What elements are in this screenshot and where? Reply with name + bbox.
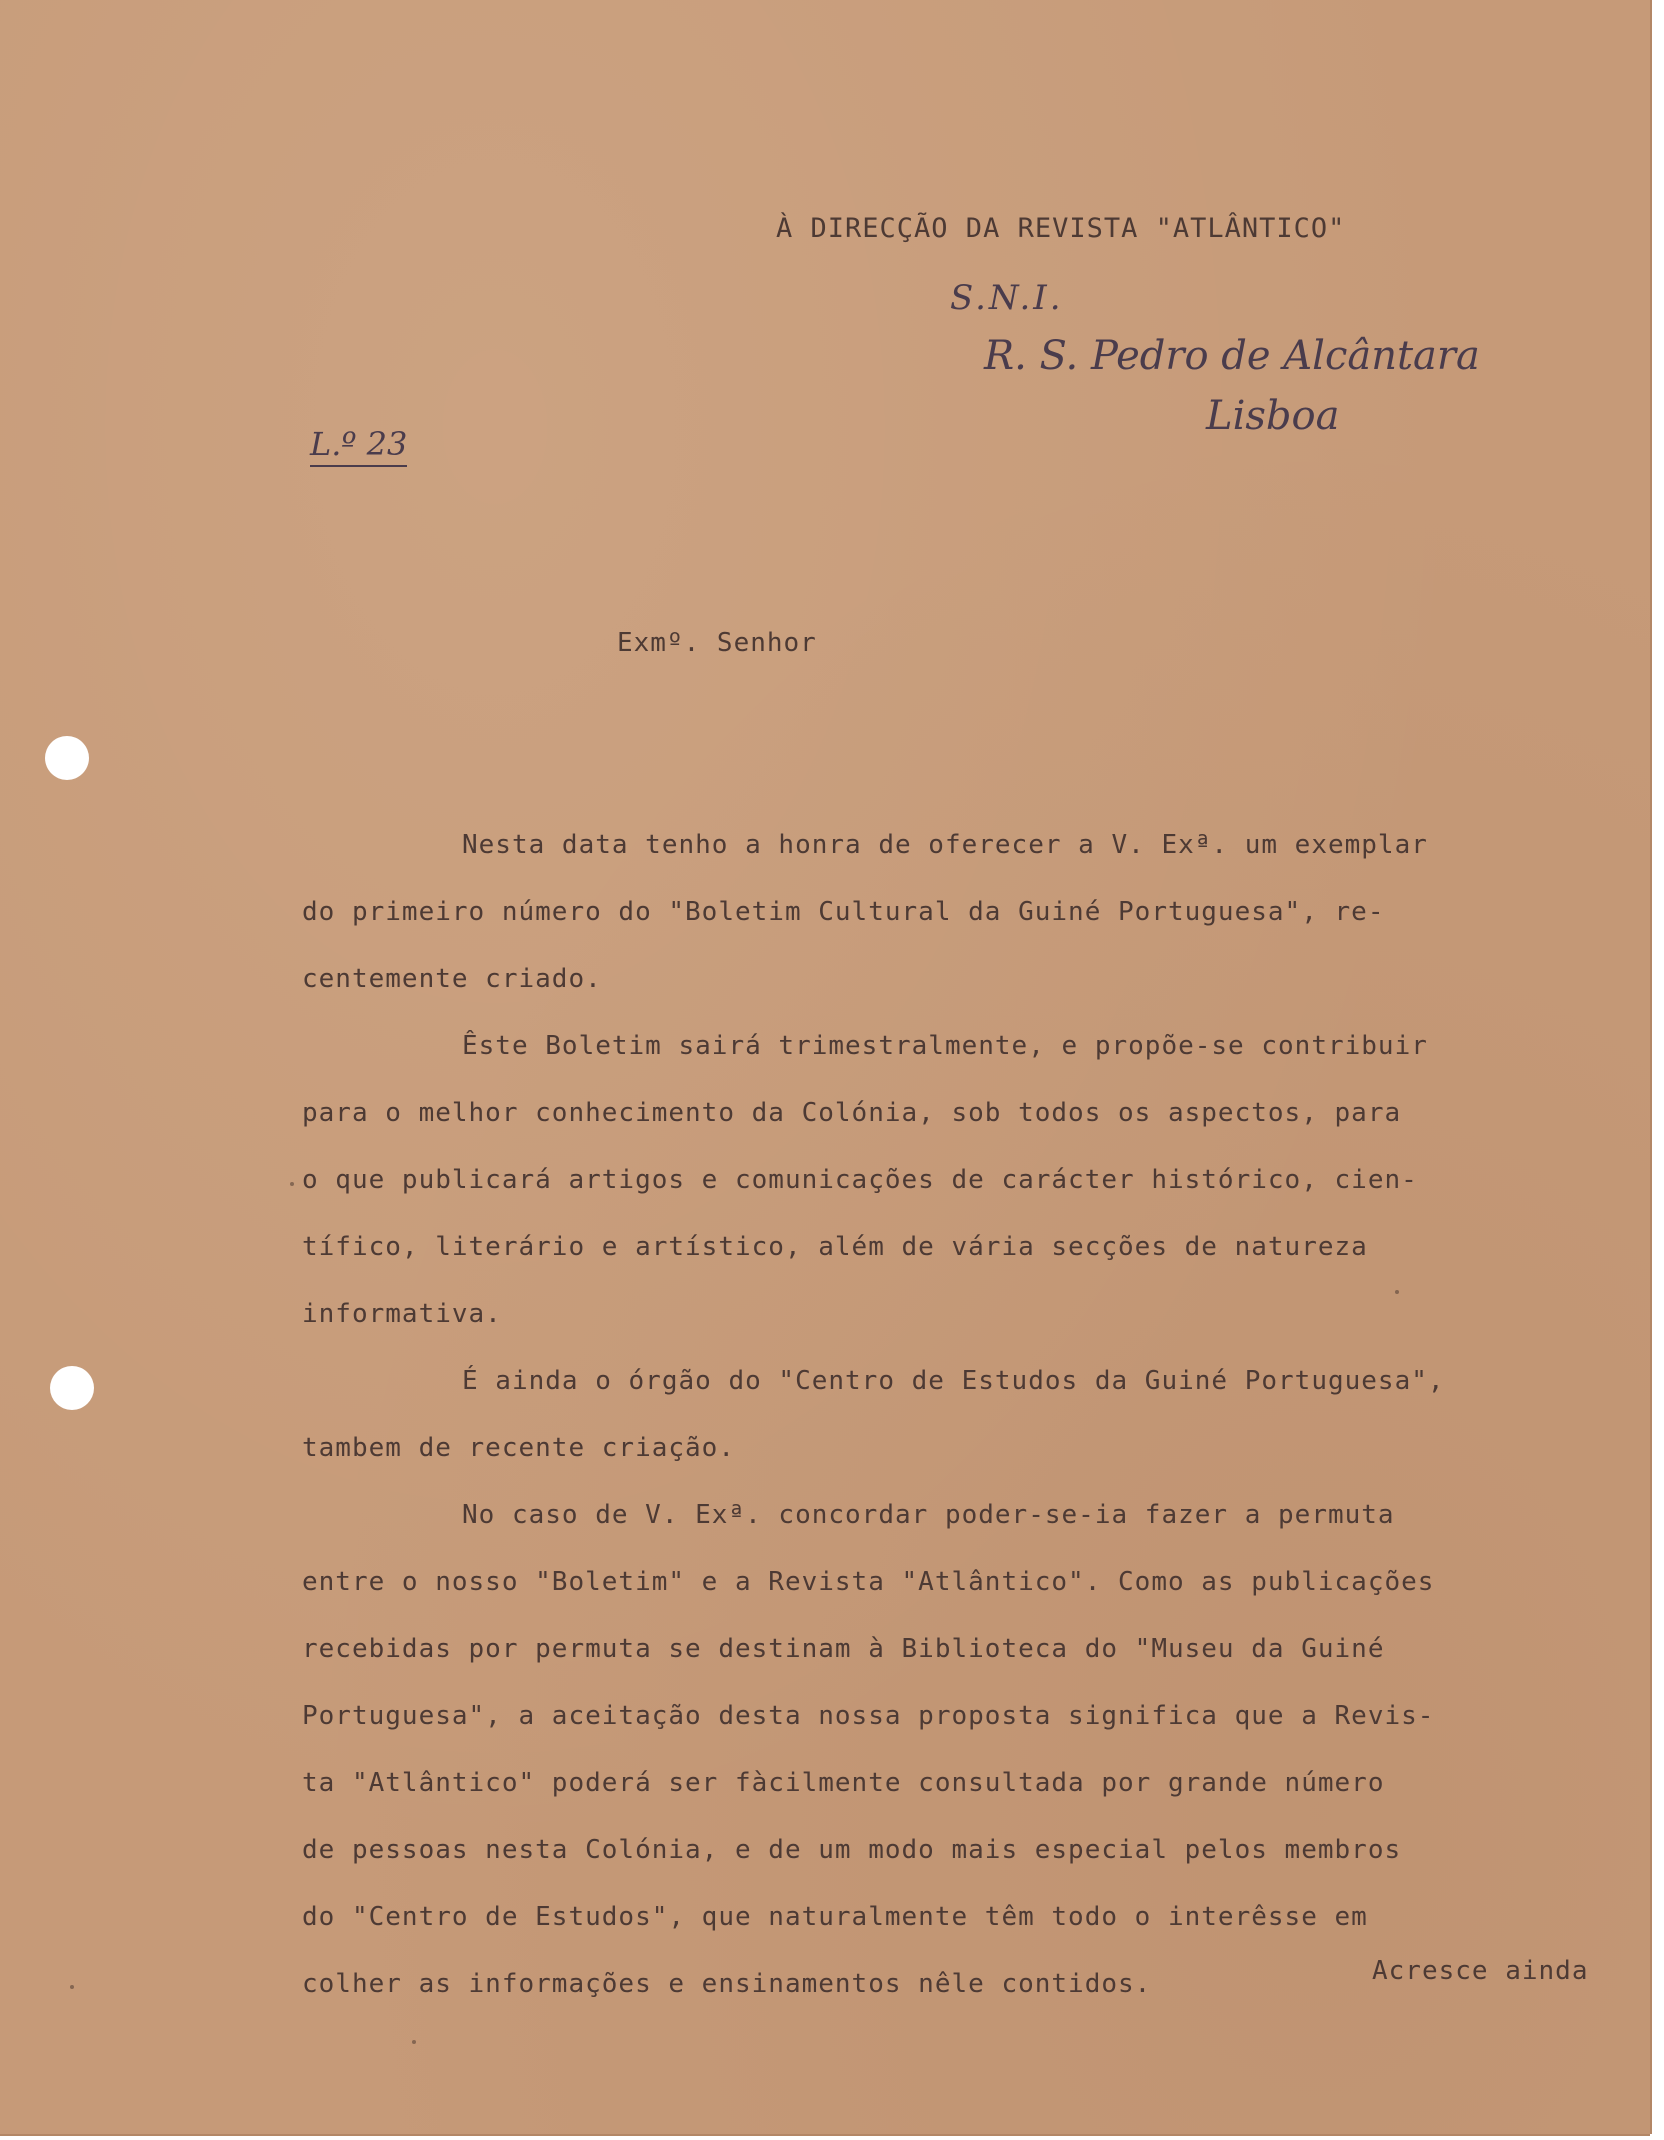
body-line: Acresce ainda [1372, 1956, 1589, 1986]
paper-speck [1395, 1290, 1399, 1294]
punch-hole [45, 736, 89, 780]
body-line: informativa. [302, 1299, 502, 1329]
body-line: de pessoas nesta Colónia, e de um modo mais especial pelos membros [302, 1835, 1402, 1865]
body-line: entre o nosso "Boletim" e a Revista "Atlântico". Como as publicações [302, 1567, 1435, 1597]
body-line: do "Centro de Estudos", que naturalmente têm todo o interêsse em [302, 1902, 1368, 1932]
body-line: tífico, literário e artístico, além de vária secções de natureza [302, 1232, 1368, 1262]
body-line: ta "Atlântico" poderá ser fàcilmente consultada por grande número [302, 1768, 1385, 1798]
recipient-heading: À DIRECÇÃO DA REVISTA "ATLÂNTICO" [776, 213, 1346, 244]
paper-speck [290, 1182, 294, 1186]
body-line: do primeiro número do "Boletim Cultural da Guiné Portuguesa", re- [302, 897, 1385, 927]
handwritten-address-line: Lisboa [1206, 393, 1340, 439]
salutation: Exmº. Senhor [617, 628, 817, 658]
body-line: No caso de V. Exª. concordar poder-se-ia fazer a permuta [462, 1500, 1395, 1530]
handwritten-address-line: S.N.I. [950, 278, 1064, 318]
body-line: Êste Boletim sairá trimestralmente, e propõe-se contribuir [462, 1031, 1428, 1061]
punch-hole [50, 1366, 94, 1410]
body-line: para o melhor conhecimento da Colónia, sob todos os aspectos, para [302, 1098, 1402, 1128]
handwritten-reference-note: L.º 23 [310, 425, 407, 467]
body-line: tambem de recente criação. [302, 1433, 735, 1463]
body-line: colher as informações e ensinamentos nêle contidos. [302, 1969, 1152, 1999]
handwritten-address-line: R. S. Pedro de Alcântara [984, 333, 1480, 379]
body-line: Nesta data tenho a honra de oferecer a V. Exª. um exemplar [462, 830, 1428, 860]
body-line: o que publicará artigos e comunicações de carácter histórico, cien- [302, 1165, 1418, 1195]
paper-speck [70, 1985, 74, 1989]
body-line: Portuguesa", a aceitação desta nossa proposta significa que a Revis- [302, 1701, 1435, 1731]
body-line: recebidas por permuta se destinam à Biblioteca do "Museu da Guiné [302, 1634, 1385, 1664]
paper-speck [412, 2040, 416, 2044]
body-line: É ainda o órgão do "Centro de Estudos da Guiné Portuguesa", [462, 1366, 1445, 1396]
body-line: centemente criado. [302, 964, 602, 994]
